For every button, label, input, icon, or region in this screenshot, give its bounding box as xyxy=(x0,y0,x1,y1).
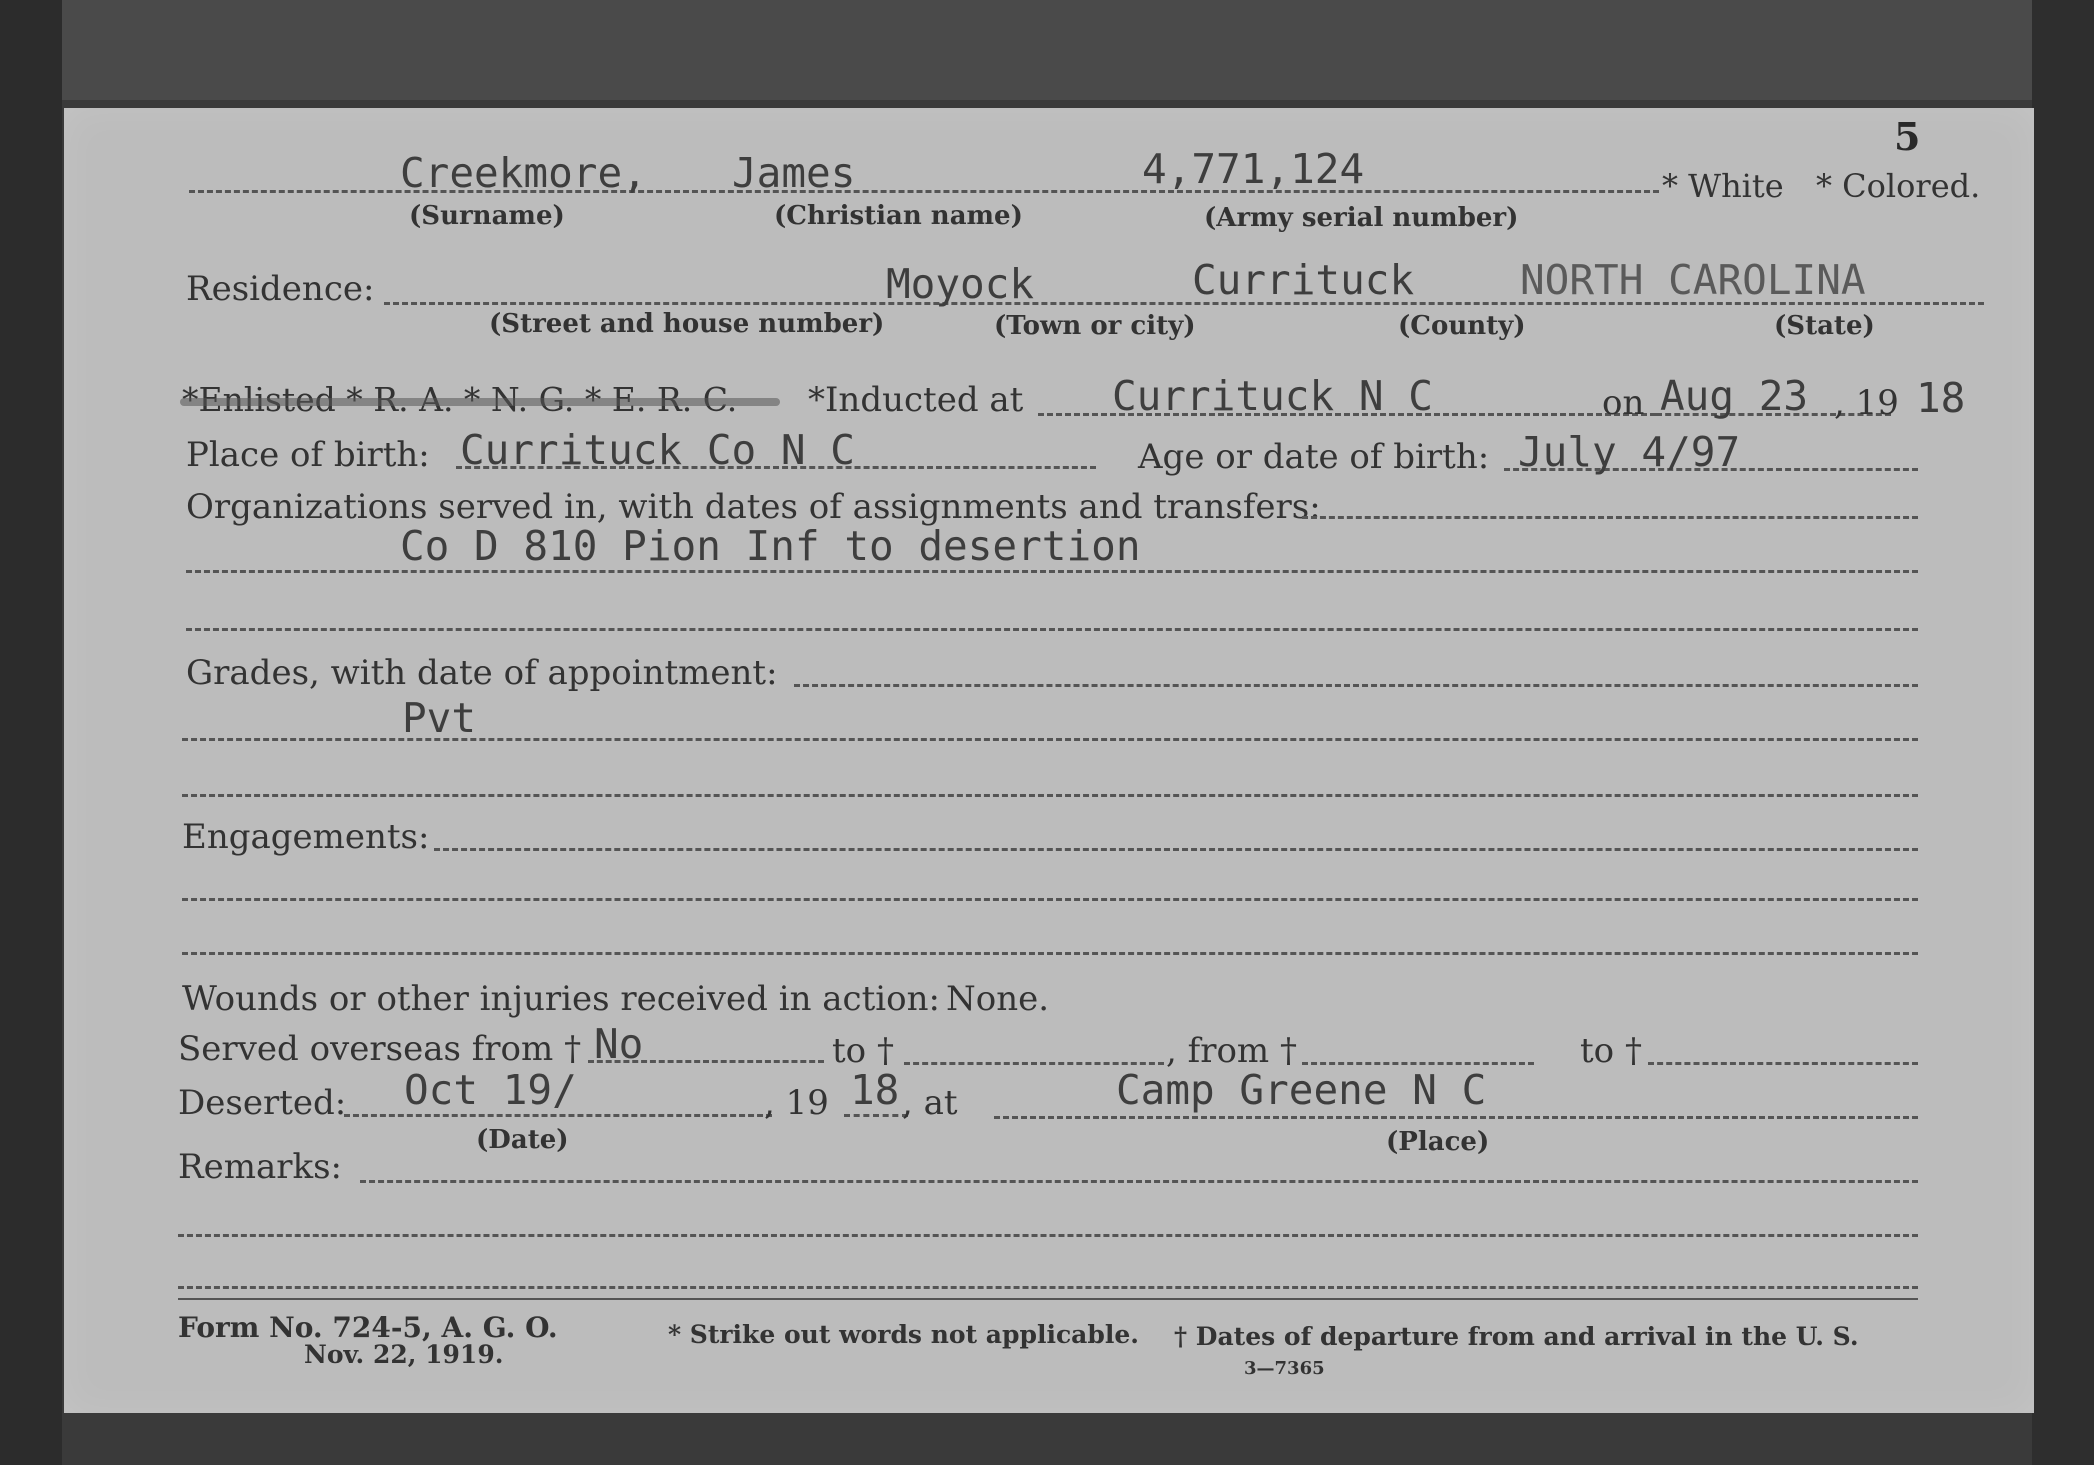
birth-place-value: Currituck Co N C xyxy=(460,426,855,474)
race-white-option: * White xyxy=(1662,167,1784,205)
remarks-label: Remarks: xyxy=(178,1147,342,1187)
form-date: Nov. 22, 1919. xyxy=(304,1340,504,1369)
town-value: Moyock xyxy=(886,260,1035,308)
caption-county: (County) xyxy=(1398,311,1526,341)
overseas-to-label: to † xyxy=(832,1031,894,1071)
race-colored-option: * Colored. xyxy=(1816,167,1981,205)
inducted-label: *Inducted at xyxy=(808,380,1024,420)
grades-line-2 xyxy=(182,738,1918,741)
organizations-line-2 xyxy=(186,570,1918,573)
overseas-to-line xyxy=(904,1062,1164,1065)
age-label: Age or date of birth: xyxy=(1138,437,1490,477)
organizations-value: Co D 810 Pion Inf to desertion xyxy=(400,522,1141,570)
strikeout-mark xyxy=(180,398,780,406)
scan-background-right xyxy=(2032,0,2094,1465)
scan-background-left xyxy=(0,0,62,1465)
grade-value: Pvt xyxy=(402,694,477,742)
overseas-from-label-2: , from † xyxy=(1166,1031,1297,1071)
deserted-label: Deserted: xyxy=(178,1083,347,1123)
deserted-at-label: , at xyxy=(902,1083,958,1123)
caption-state: (State) xyxy=(1774,311,1875,341)
deserted-year-line xyxy=(844,1114,908,1117)
deserted-place-value: Camp Greene N C xyxy=(1116,1066,1487,1114)
overseas-to-label-2: to † xyxy=(1580,1031,1642,1071)
caption-christian-name: (Christian name) xyxy=(774,201,1023,231)
footer-rule xyxy=(178,1298,1918,1300)
engagements-line-3 xyxy=(182,952,1918,955)
grades-label: Grades, with date of appointment: xyxy=(186,653,778,693)
residence-label: Residence: xyxy=(186,269,375,309)
inducted-year-prefix: , 19 xyxy=(1834,383,1899,423)
birth-date-value: July 4/97 xyxy=(1518,428,1741,476)
on-label: on xyxy=(1602,383,1645,423)
overseas-from-value: No xyxy=(594,1020,644,1068)
inducted-date-value: Aug 23 xyxy=(1660,372,1809,420)
engagements-label: Engagements: xyxy=(182,817,430,857)
footnote-dates: † Dates of departure from and arrival in the U. S. xyxy=(1174,1322,1859,1351)
county-value: Currituck xyxy=(1192,256,1415,304)
state-value: NORTH CAROLINA xyxy=(1520,256,1866,304)
serial-number-value: 4,771,124 xyxy=(1142,145,1365,193)
inducted-place-value: Currituck N C xyxy=(1112,372,1433,420)
caption-place: (Place) xyxy=(1386,1127,1490,1157)
overseas-to-line-2 xyxy=(1648,1062,1918,1065)
caption-date: (Date) xyxy=(476,1125,569,1155)
caption-surname: (Surname) xyxy=(409,201,565,231)
deserted-year-value: 18 xyxy=(850,1066,900,1114)
service-record-card xyxy=(64,108,2034,1413)
engagements-line-2 xyxy=(182,898,1918,901)
organizations-label: Organizations served in, with dates of assignments and transfers: xyxy=(186,487,1321,527)
page-number: 5 xyxy=(1894,114,1921,159)
grades-line-1 xyxy=(794,684,1918,687)
wounds-value: None. xyxy=(946,979,1050,1019)
footnote-strike: * Strike out words not applicable. xyxy=(668,1320,1139,1349)
remarks-line-1 xyxy=(360,1180,1918,1183)
wounds-label: Wounds or other injuries received in action: xyxy=(182,979,940,1019)
overseas-label: Served overseas from † xyxy=(178,1029,582,1069)
caption-street: (Street and house number) xyxy=(489,309,885,339)
christian-name-value: James xyxy=(732,149,856,197)
deserted-place-line xyxy=(994,1116,1918,1119)
deserted-date-value: Oct 19/ xyxy=(404,1066,577,1114)
surname-value: Creekmore, xyxy=(400,149,647,197)
remarks-line-3 xyxy=(178,1286,1918,1289)
deserted-date-line xyxy=(344,1114,772,1117)
organizations-line-3 xyxy=(186,628,1918,631)
remarks-line-2 xyxy=(178,1234,1918,1237)
organizations-line-1 xyxy=(1302,516,1918,519)
caption-serial-number: (Army serial number) xyxy=(1204,203,1519,233)
engagements-line-1 xyxy=(434,848,1918,851)
overseas-from-line-2 xyxy=(1302,1062,1534,1065)
caption-town: (Town or city) xyxy=(994,311,1196,341)
birth-place-label: Place of birth: xyxy=(186,435,430,475)
print-code: 3—7365 xyxy=(1244,1358,1325,1379)
inducted-year-value: 18 xyxy=(1916,374,1966,422)
scan-background-top xyxy=(0,0,2094,100)
deserted-year-prefix: , 19 xyxy=(764,1083,829,1123)
grades-line-3 xyxy=(182,794,1918,797)
form-number: Form No. 724-5, A. G. O. xyxy=(178,1311,558,1344)
